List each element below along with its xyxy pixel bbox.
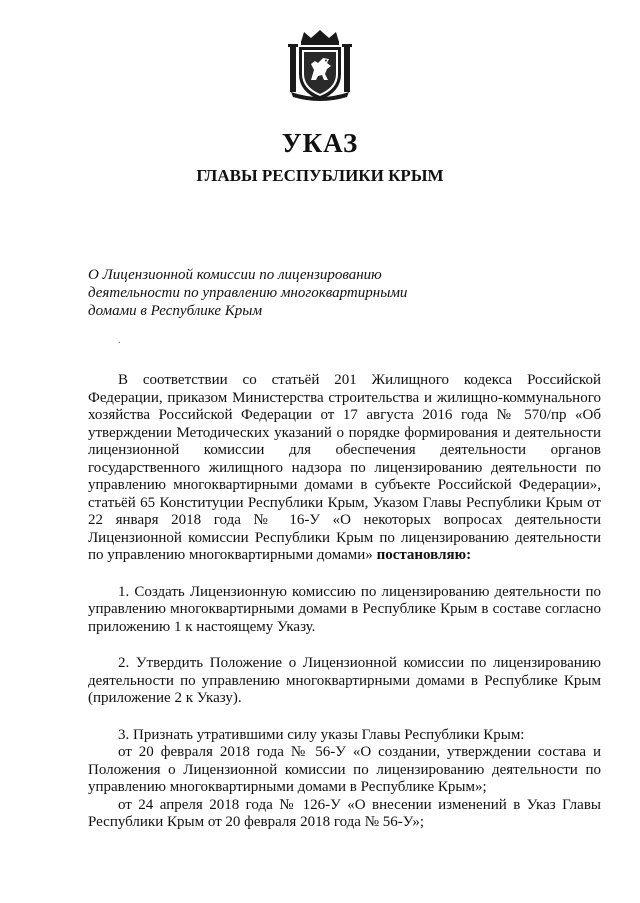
preamble-text: В соответствии со статьёй 201 Жилищного кодекса Российской Федерации, приказом Министерства строительства и жилищно-коммунального хозяйства Российской Федерации от 17 августа 2016 года № 570/пр «Об утверждении Методических указаний о порядке формирования и деятельности лицензионной комиссии для обеспечения деятельности органов государственного жилищного надзора по лицензированию деятельности по управлению многоквартирными домами в субъекте Российской Федерации», статьёй 65 Конституции Республики Крым, Указом Главы Республики Крым от 22 января 2018 года № 16-У «О некоторых вопросах деятельности Лицензионной комиссии Республики Крым по лицензированию деятельности по управлению многоквартирными домами»	[88, 372, 601, 563]
item-1-paragraph: 1. Создать Лицензионную комиссию по лицензированию деятельности по управлению многоквартирными домами в Республике Крым в составе согласно приложению 1 к настоящему Указу.	[88, 583, 601, 635]
crimea-coat-of-arms-emblem	[287, 28, 353, 102]
subject-line: О Лицензионной комиссии по лицензированию	[88, 267, 382, 283]
item-3-paragraph: 3. Признать утратившими силу указы Главы Республики Крым:	[118, 726, 525, 743]
decree-body	[88, 372, 601, 832]
preamble-paragraph	[88, 372, 601, 565]
item-2-paragraph: 2. Утвердить Положение о Лицензионной комиссии по лицензированию деятельности по управлению многоквартирными домами в Республике Крым (приложение 2 к Указу).	[88, 655, 601, 706]
repealed-decree-2: от 24 апреля 2018 года № 126-У «О внесении изменений в Указ Главы Республики Крым от 20 февраля 2018 года № 56-У»;	[88, 796, 601, 830]
document-subtitle: ГЛАВЫ РЕСПУБЛИКИ КРЫМ	[196, 166, 444, 185]
decree-word: постановляю:	[376, 547, 472, 563]
scan-dot-mark: .	[118, 335, 121, 346]
repealed-decree-1: от 20 февраля 2018 года № 56-У «О создании, утверждении состава и Положения о Лицензионной комиссии по лицензированию деятельности по управлению многоквартирными домами в Республике Крым»;	[88, 744, 601, 795]
subject-line: домами в Республике Крым	[88, 303, 263, 319]
subject-line: деятельности по управлению многоквартирными	[88, 285, 408, 301]
decree-subject	[88, 266, 428, 320]
document-title: УКАЗ	[281, 128, 359, 158]
